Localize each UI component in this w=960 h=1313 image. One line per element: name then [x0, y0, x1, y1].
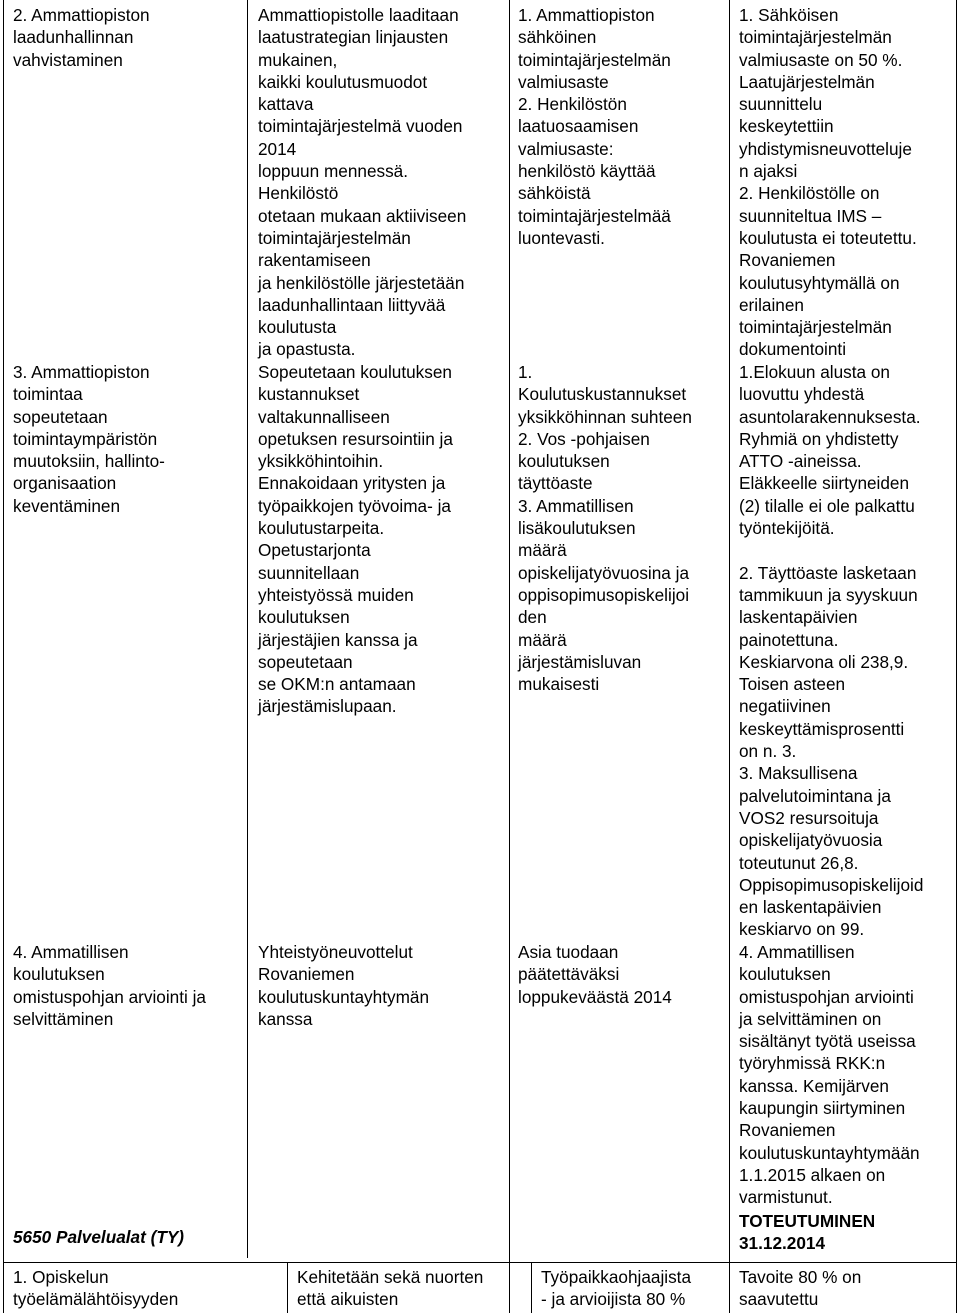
row-4-indicators: Työpaikkaohjaajista - ja arvioijista 80 % [541, 1267, 692, 1310]
table-divider-2 [509, 0, 510, 1313]
table-divider-3 [729, 0, 730, 1313]
row-1-outcome: 1. Sähköisen toimintajärjestelmän valmiusaste on 50 %. Laatujärjestelmän suunnittelu keskeytettiin yhdistymisneuvotteluje n ajaksi 2. Henkilöstölle on suunniteltua IMS – koulutusta ei toteutettu. Rovaniemen koulutusyhtymällä on erilainen toimintajärjestelmän dokumentointi [739, 5, 917, 360]
table-border-right [956, 0, 957, 1313]
row-4-objective: 1. Opiskelun työelämälähtöisyyden [13, 1267, 179, 1310]
row-3-outcome: 4. Ammatillisen koulutuksen omistuspohjan arviointi ja selvittäminen on sisältänyt työtä useissa työryhmissä RKK:n kanssa. Kemijärven kaupungin siirtyminen Rovaniemen koulutuskuntayhtymään 1.1.2015 alkaen on varmistunut. [739, 942, 920, 1208]
row-3-actions: Yhteistyöneuvottelut Rovaniemen koulutuskuntayhtymän kanssa [258, 942, 430, 1029]
last-row-divider-1 [287, 1262, 288, 1313]
row-4-outcome: Tavoite 80 % on saavutettu [739, 1267, 862, 1310]
row-1-indicators: 1. Ammattiopiston sähköinen toimintajärjestelmän valmiusaste 2. Henkilöstön laatuosaamisen valmiusaste: henkilöstö käyttää sähköistä toimintajärjestelmää luontevasti. [518, 5, 671, 248]
row-separator [3, 1262, 957, 1263]
section-title: 5650 Palvelualat (TY) [13, 1227, 185, 1247]
row-4-actions: Kehitetään sekä nuorten että aikuisten [297, 1267, 484, 1310]
table-border-left [3, 0, 4, 1313]
row-2-outcome: 1.Elokuun alusta on luovuttu yhdestä asuntolarakennuksesta. Ryhmiä on yhdistetty ATTO -aineissa. Eläkkeelle siirtyneiden (2) tilalle ei ole palkattu työntekijöitä. 2. Täyttöaste lasketaan tammikuun ja syyskuun laskentapäivien painotettuna. Keskiarvona oli 238,9. Toisen asteen negatiivinen keskeyttämisprosentti on n. 3. 3. Maksullisena palvelutoimintana ja VOS2 resursoituja opiskelijatyövuosia toteutunut 26,8. Oppisopimusopiskelijoid en laskentapäivien keskiarvo on 99. [739, 362, 924, 940]
row-2-actions: Sopeutetaan koulutuksen kustannukset valtakunnalliseen opetuksen resursointiin ja yksikköhintoihin. Ennakoidaan yritysten ja työpaikkojen työvoima- ja koulutustarpeita. Opetustarjonta suunnitellaan yhteistyössä muiden koulutuksen järjestäjien kanssa ja sopeutetaan se OKM:n antamaan järjestämislupaan. [258, 362, 453, 717]
last-row-divider-2 [531, 1262, 532, 1313]
row-3-indicators: Asia tuodaan päätettäväksi loppukeväästä 2014 [518, 942, 672, 1007]
total-label: TOTEUTUMINEN 31.12.2014 [739, 1211, 876, 1254]
table-divider-1 [247, 0, 248, 1258]
row-1-actions: Ammattiopistolle laaditaan laatustrategian linjausten mukainen, kaikki koulutusmuodot kattava toimintajärjestelmä vuoden 2014 loppuun mennessä. Henkilöstö otetaan mukaan aktiiviseen toimintajärjestelmän rakentamiseen ja henkilöstölle järjestetään laadunhallintaan liittyvää koulutusta ja opastusta. [258, 5, 467, 360]
row-2-objective: 3. Ammattiopiston toimintaa sopeutetaan toimintaympäristön muutoksiin, hallinto- organisaation keventäminen [13, 362, 165, 516]
row-2-indicators: 1. Koulutuskustannukset yksikköhinnan suhteen 2. Vos -pohjaisen koulutuksen täyttöaste 3. Ammatillisen lisäkoulutuksen määrä opiskelijatyövuosina ja oppisopimusopiskelijoi den määrä järjestämisluvan mukaisesti [518, 362, 692, 695]
row-3-objective: 4. Ammatillisen koulutuksen omistuspohjan arviointi ja selvittäminen [13, 942, 206, 1029]
row-1-objective: 2. Ammattiopiston laadunhallinnan vahvistaminen [13, 5, 150, 70]
